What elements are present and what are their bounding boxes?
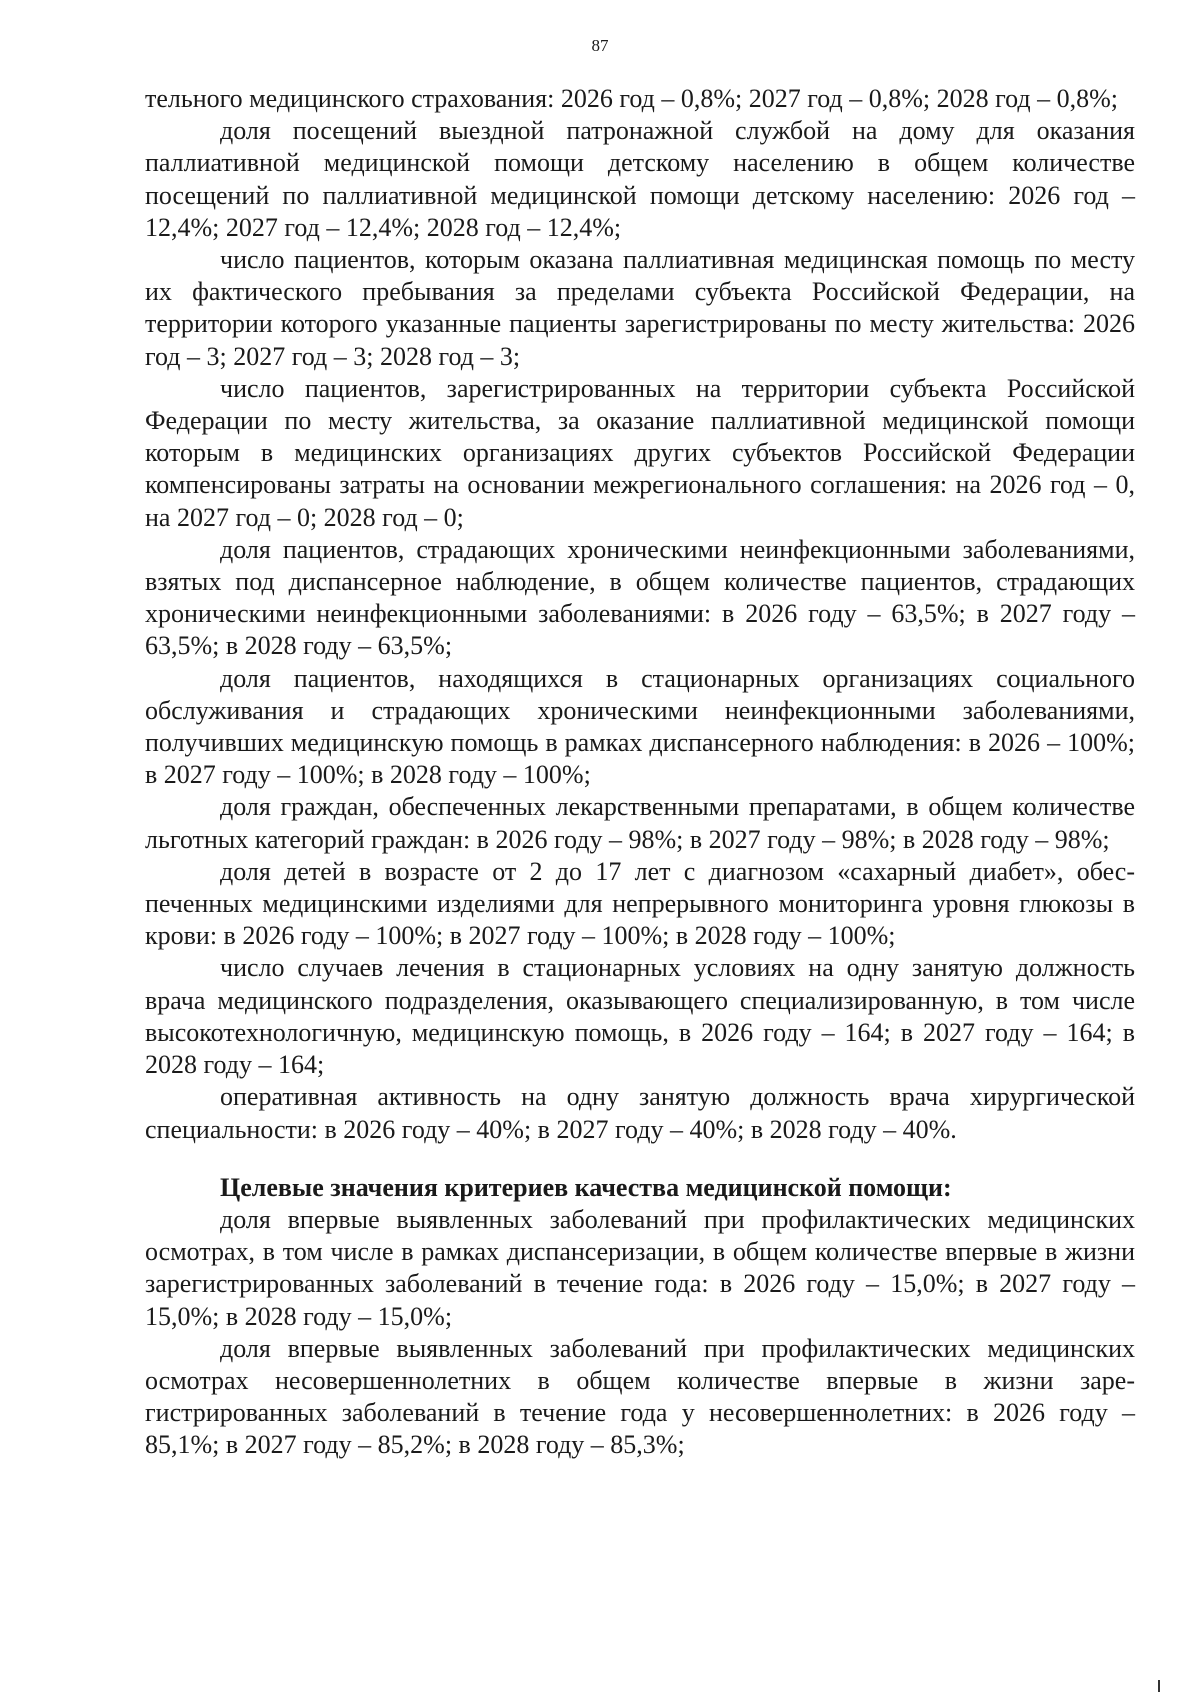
document-body: [145, 83, 1135, 1462]
paragraph: число пациентов, которым оказана паллиативная медицинская помощь по месту их фактического пребывания за пределами субъекта Российской Федерации, на территории которого указанные пациенты зарегистрированы по месту жительства: 2026 год – 3; 2027 год – 3; 2028 год – 3;: [145, 245, 1135, 371]
paragraph: доля пациентов, находящихся в стационарных организациях социального обслуживания и страдающих хроническими неинфекционными заболеваниями, получивших медицинскую помощь в рамках диспансерного наблюдения: в 2026 – 100%; в 2027 году – 100%; в 2028 году – 100%;: [145, 663, 1135, 790]
paragraph: число пациентов, зарегистрированных на территории субъекта Российской Федерации по месту жительства, за оказание паллиативной медицинской помощи которым в медицинских организациях других субъектов Российской Федерации компенсированы затраты на основании межрегионального соглашения: на 2026 год – 0, на 2027 год – 0; 2028 год – 0;: [145, 373, 1135, 532]
page-number: 87: [591, 36, 609, 55]
paragraph: число случаев лечения в стационарных условиях на одну занятую должность врача медицинского подразделения, оказывающего специализированную, в том числе высокотехнологичную, медицинскую помощь, в 2026 году – 164; в 2027 году – 164; в 2028 году – 164;: [145, 953, 1135, 1080]
paragraph: доля пациентов, страдающих хроническими неинфекционными заболеваниями, взятых под диспансерное наблюдение, в общем количестве пациентов, страдающих хроническими неинфекционными заболеваниями: в 2026 году – 63,5%; в 2027 году – 63,5%; в 2028 году – 63,5%;: [145, 534, 1135, 661]
paragraphs-after: [145, 1204, 1135, 1462]
paragraph: доля граждан, обеспеченных лекарственными препаратами, в общем количестве льготных категорий граждан: в 2026 году – 98%; в 2027 году – 98%; в 2028 году – 98%;: [145, 792, 1135, 854]
scan-edge-mark: [1158, 1680, 1160, 1692]
paragraph: оперативная активность на одну занятую должность врача хирургической специальности: в 2026 году – 40%; в 2027 году – 40%; в 2028 году – 40%.: [145, 1082, 1135, 1144]
paragraph: доля посещений выездной патронажной службой на дому для оказания паллиативной медицинской помощи детскому населению в общем количестве посещений по паллиативной медицинской помощи детскому населению: 2026 год – 12,4%; 2027 год – 12,4%; 2028 год – 12,4%;: [145, 116, 1135, 242]
paragraph: тельного медицинского страхования: 2026 год – 0,8%; 2027 год – 0,8%; 2028 год – 0,8%;: [145, 84, 1118, 113]
paragraph: доля впервые выявленных заболеваний при профилактических медицинских осмотрах несовершеннолетних в общем количестве впервые в жизни зарегистрированных заболеваний в течение года у несовершеннолетних: в 2026 году – 85,1%; в 2027 году – 85,2%; в 2028 году – 85,3%;: [145, 1333, 1135, 1460]
section-heading: Целевые значения критериев качества медицинской помощи:: [220, 1172, 952, 1202]
paragraphs-before: [145, 83, 1135, 1146]
paragraph: доля детей в возрасте от 2 до 17 лет с диагнозом «сахарный диабет», обеспеченных медицинскими изделиями для непрерывного мониторинга уровня глюкозы в крови: в 2026 году – 100%; в 2027 году – 100%; в 2028 году – 100%;: [145, 856, 1135, 951]
paragraph: доля впервые выявленных заболеваний при профилактических медицинских осмотрах, в том числе в рамках диспансеризации, в общем количестве впервые в жизни зарегистрированных заболеваний в течение года: в 2026 году – 15,0%; в 2027 году – 15,0%; в 2028 году – 15,0%;: [145, 1204, 1135, 1331]
